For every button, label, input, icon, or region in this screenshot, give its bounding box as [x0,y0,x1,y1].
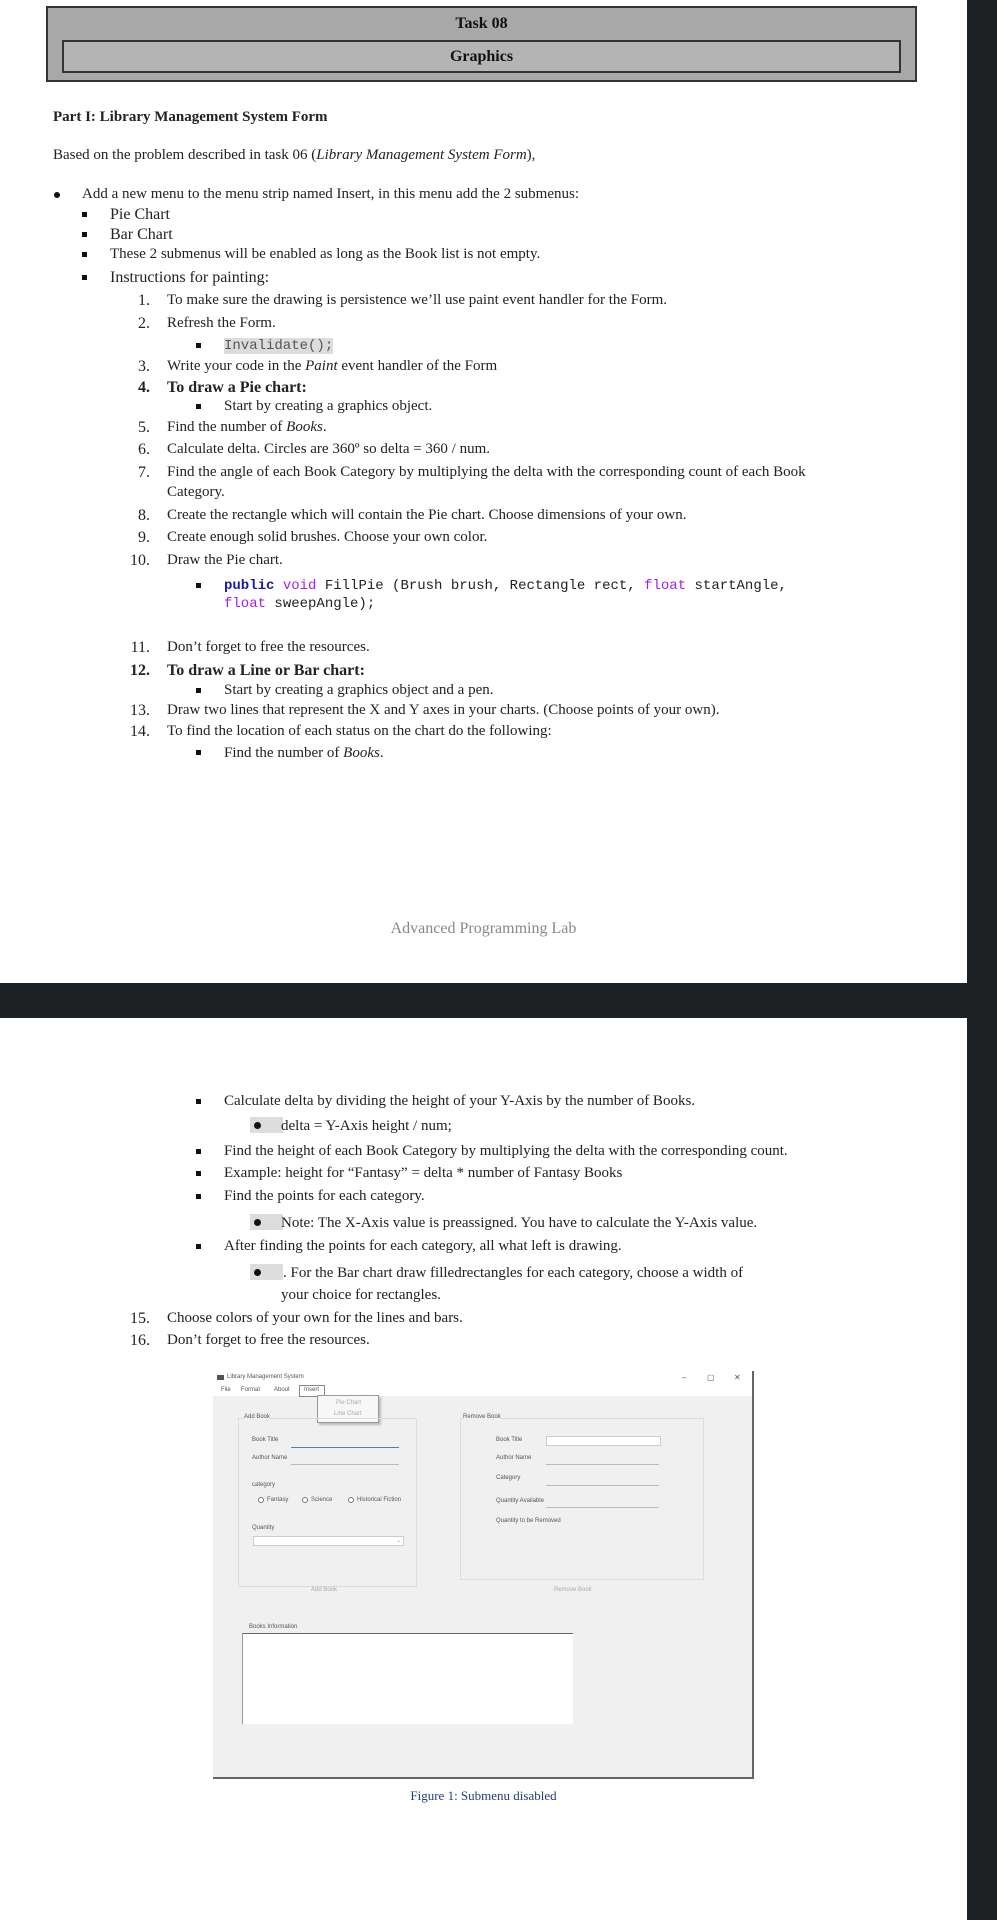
p2-bullet-2: Find the height of each Book Category by multiplying the delta with the corresponding count. [224,1143,788,1159]
quantity-available-field [546,1507,659,1508]
bullet-square [82,275,87,280]
bullet-dot [254,1219,261,1226]
radio-fantasy-label: Fantasy [267,1497,289,1503]
step-4: To draw a Pie chart: [167,379,307,396]
step-14-bullet-prefix: Find the number of [224,745,344,761]
p2-bullet-5: After finding the points for each category, all what left is drawing. [224,1238,622,1254]
part-title: Part I: Library Management System Form [53,109,328,125]
step-16: Don’t forget to free the resources. [167,1332,370,1348]
radio-science-label: Science [311,1497,333,1503]
p2-bullet-5-sub-line1: . For the Bar chart draw filledrectangles for each category, choose a width of [283,1265,744,1281]
step-number: 12. [130,662,150,679]
bullet-square [196,583,201,588]
books-info-label: Books Information [249,1624,298,1630]
author-name-label: Author Name [252,1455,288,1461]
step-number: 4. [138,379,150,396]
submenu-line-chart[interactable]: Line Chart [334,1411,362,1417]
code-param-sweep: sweepAngle); [266,596,376,612]
bullet-square [196,343,201,348]
radio-historical-fiction[interactable] [348,1497,354,1503]
p2-bullet-1-sub: delta = Y-Axis height / num; [281,1118,452,1134]
remove-book-group-label: Remove Book [463,1414,501,1420]
add-book-group-label: Add Book [244,1414,271,1420]
bullet-square [196,404,201,409]
task-title: Task 08 [455,15,508,32]
step-5-emph: Books [286,419,323,435]
step-number: 13. [130,702,150,719]
bullet-square [196,750,201,755]
step-14-bullet [224,744,384,763]
step-6: Calculate delta. Circles are 360º so delta = 360 / num. [167,441,491,457]
step-number: 3. [138,358,150,375]
bullet-square [82,212,87,217]
book-title-label: Book Title [252,1437,279,1443]
menu-insert[interactable]: Insert [304,1387,320,1393]
step-3-prefix: Write your code in the [167,358,306,374]
code-keyword-float: float [224,596,267,612]
book-title-input[interactable] [291,1447,399,1448]
bullet-square [196,1149,201,1154]
code-keyword-void: void [274,578,317,594]
chevron-down-icon[interactable]: ⌄ [396,1538,402,1544]
step-15: Choose colors of your own for the lines and bars. [167,1310,463,1326]
category-label: category [252,1482,276,1488]
step-4-bullet: Start by creating a graphics object. [224,398,433,414]
step-7-line2: Category. [167,484,225,500]
menu-file[interactable]: File [221,1387,231,1393]
intro-prefix: Based on the problem described in task 06 ( [53,147,317,163]
step-number: 11. [130,639,150,656]
minimize-icon[interactable]: – [682,1373,687,1382]
remove-book-title-combo[interactable] [546,1436,661,1446]
code-keyword-float: float [644,578,687,594]
step-number: 1. [138,292,150,309]
quantity-available-label: Quantity Available [496,1498,544,1504]
remove-category-label: Category [496,1475,521,1481]
step-8: Create the rectangle which will contain the Pie chart. Choose dimensions of your own. [167,507,687,523]
step-5 [167,418,327,437]
menu-about[interactable]: About [274,1387,290,1393]
close-icon[interactable]: ✕ [734,1373,741,1382]
remove-category-field [546,1485,659,1486]
step-number: 10. [130,552,150,569]
step-14-bullet-suffix: . [379,745,384,761]
bullet-square [196,1244,201,1249]
maximize-icon[interactable]: ▢ [707,1373,715,1382]
figure-caption: Figure 1: Submenu disabled [410,1788,557,1803]
bullet-dot [254,1269,261,1276]
step-10: Draw the Pie chart. [167,552,283,568]
step-5-prefix: Find the number of [167,419,287,435]
add-book-button[interactable]: Add Book [311,1587,338,1593]
p2-bullet-3: Example: height for “Fantasy” = delta * number of Fantasy Books [224,1165,623,1181]
remove-author-name-field [546,1464,659,1465]
step-7-line1: Find the angle of each Book Category by multiplying the delta with the corresponding count of each Book [167,464,806,480]
bullet-square [196,688,201,693]
main-bullet-text: Add a new menu to the menu strip named Insert, in this menu add the 2 submenus: [82,186,579,202]
sub-bullet: These 2 submenus will be enabled as long as the Book list is not empty. [110,246,541,262]
invalidate-code: Invalidate(); [224,338,334,354]
menu-format[interactable]: Format [241,1387,261,1393]
step-9: Create enough solid brushes. Choose your own color. [167,529,488,545]
step-2: Refresh the Form. [167,315,276,331]
code-param-start: startAngle, [686,578,787,594]
step-1: To make sure the drawing is persistence we’ll use paint event handler for the Form. [167,292,668,308]
remove-author-name-label: Author Name [496,1455,532,1461]
bullet-square [196,1099,201,1104]
step-3-suffix: event handler of the Form [337,358,498,374]
p2-bullet-4: Find the points for each category. [224,1188,425,1204]
radio-fantasy[interactable] [258,1497,264,1503]
sub-bullet: Pie Chart [110,206,170,223]
p2-bullet-1: Calculate delta by dividing the height of your Y-Axis by the number of Books. [224,1093,696,1109]
sub-bullet: Instructions for painting: [110,269,270,286]
scrollbar[interactable] [967,0,997,1920]
window-title: Library Management System [227,1374,304,1380]
bullet-dot [54,192,60,198]
step-13: Draw two lines that represent the X and Y axes in your charts. (Choose points of your own). [167,702,720,718]
p2-bullet-5-sub-line2: your choice for rectangles. [281,1287,441,1303]
p2-bullet-4-sub: Note: The X-Axis value is preassigned. You have to calculate the Y-Axis value. [281,1215,758,1231]
intro-emph: Library Management System Form [316,147,527,163]
step-number: 9. [138,529,150,546]
submenu-pie-chart[interactable]: Pie Chart [336,1400,362,1406]
step-12-bullet: Start by creating a graphics object and a pen. [224,682,494,698]
step-number: 15. [130,1310,150,1327]
bullet-square [82,252,87,257]
step-11: Don’t forget to free the resources. [167,639,370,655]
bullet-square [196,1194,201,1199]
quantity-combo[interactable] [253,1536,404,1546]
code-keyword-public: public [224,578,275,594]
step-12: To draw a Line or Bar chart: [167,662,365,679]
bullet-dot [254,1122,261,1129]
step-5-suffix: . [322,419,327,435]
remove-book-title-label: Book Title [496,1437,523,1443]
step-14: To find the location of each status on the chart do the following: [167,723,552,739]
books-info-textbox[interactable] [242,1633,573,1724]
step-number: 7. [138,464,150,481]
bullet-square [82,232,87,237]
step-number: 8. [138,507,150,524]
quantity-removed-label: Quantity to be Removed [496,1518,561,1524]
step-number: 2. [138,315,150,332]
step-3-emph: Paint [305,358,338,374]
sub-bullet: Bar Chart [110,226,173,243]
remove-book-button[interactable]: Remove Book [554,1587,592,1593]
document-page-1 [0,0,967,983]
task-header [46,6,917,82]
task-subject: Graphics [62,40,901,73]
code-signature: FillPie (Brush brush, Rectangle rect, [316,578,645,594]
page-footer: Advanced Programming Lab [390,920,577,937]
step-14-bullet-emph: Books [343,745,380,761]
step-number: 14. [130,723,150,740]
step-number: 6. [138,441,150,458]
radio-science[interactable] [302,1497,308,1503]
intro-text [53,146,535,165]
fillpie-code-line2 [224,596,375,612]
intro-suffix: ), [526,147,536,163]
step-number: 16. [130,1332,150,1349]
app-icon [217,1375,224,1380]
fillpie-code-line1 [224,578,787,594]
menu-strip [213,1385,752,1396]
author-name-input[interactable] [291,1464,399,1465]
radio-historical-fiction-label: Historical Fiction [357,1497,402,1503]
bullet-square [196,1171,201,1176]
library-form-screenshot [213,1371,754,1779]
quantity-label: Quantity [252,1525,275,1531]
step-3 [167,357,497,376]
step-number: 5. [138,419,150,436]
